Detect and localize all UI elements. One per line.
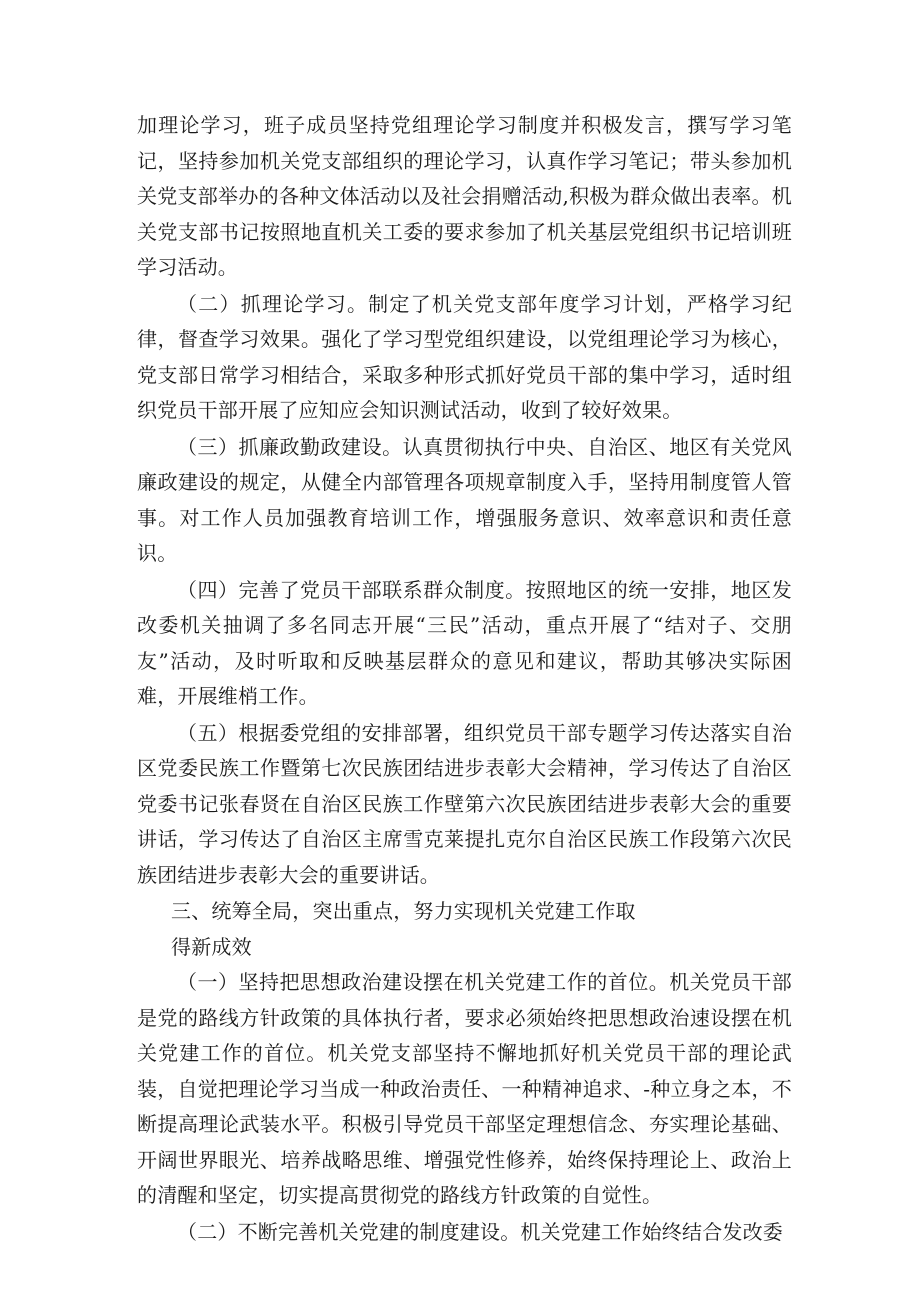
paragraph-mass-contact: （四）完善了党员干部联系群众制度。按照地区的统一安排，地区发改委机关抽调了多名同志开展“三民”活动，重点开展了“结对子、交朋友”活动，及时听取和反映基层群众的意见和建议，帮助其够决实际困难，开展维梢工作。: [137, 577, 792, 708]
paragraph-clean-government: （三）抓廉政勤政建设。认真贯彻执行中央、自治区、地区有关党风廉政建设的规定，从健全内部管理各项规章制度入手，坚持用制度管人管事。对工作人员加强教育培训工作，增强服务意识、效率意识和责任意识。: [137, 434, 792, 565]
paragraph-ideological-building: （一）坚持把思想政治建设摆在机关党建工作的首位。机关党员干部是党的路线方针政策的具体执行者，要求必须始终把思想政治速设摆在机关党建工作的首位。机关党支部坚持不懈地抓好机关党员干部的理论武装，自觉把理论学习当成一种政治责任、一种精神追求、-种立身之本，不断提高理论武装水平。积极引导党员干部坚定理想信念、夯实理论基础、开阔世界眼光、培养战略思维、增强党性修养，始终保持理论上、政治上的清醒和坚定，切实提高贯彻党的路线方针政策的自觉性。: [137, 970, 792, 1207]
section-heading: [137, 894, 792, 965]
paragraph-ethnic-unity: （五）根据委党组的安排部署，组织党员干部专题学习传达落实自治区党委民族工作暨第七次民族团结进步表彰大会精神，学习传达了自治区党委书记张春贤在自治区民族工作壁第六次民族团结进步表彰大会的重要讲话，学习传达了自治区主席雪克莱提扎克尔自治区民族工作段第六次民族团结进步表彰大会的重要讲话。: [137, 720, 792, 887]
section-heading-line-2: 得新成效: [171, 934, 252, 959]
paragraph-system-building: （二）不断完善机关党建的制度建设。机关党建工作始终结合发改委: [177, 1219, 783, 1244]
paragraph-theory-study: （二）抓理论学习。制定了机关党支部年度学习计划，严格学习纪律，督查学习效果。强化了学习型党组织建设，以党组理论学习为核心，党支部日常学习相结合，采取多种形式抓好党员干部的集中学习，适时组织党员干部开展了应知应会知识测试活动，收到了较好效果。: [137, 291, 792, 422]
paragraph-continued-study: 加理论学习，班子成员坚持党组理论学习制度并积极发言，撰写学习笔记，坚持参加机关党支部组织的理论学习，认真作学习笔记；带头参加机关党支部举办的各种文体活动以及社会捐赠活动,积极为群众做出表率。机关党支部书记按照地直机关工委的要求参加了机关基层党组织书记培训班学习活动。: [137, 113, 792, 279]
section-heading-line-1: 三、统筹全局，突出重点，努力实现机关党建工作取: [171, 899, 636, 923]
document-page: [137, 108, 792, 1251]
